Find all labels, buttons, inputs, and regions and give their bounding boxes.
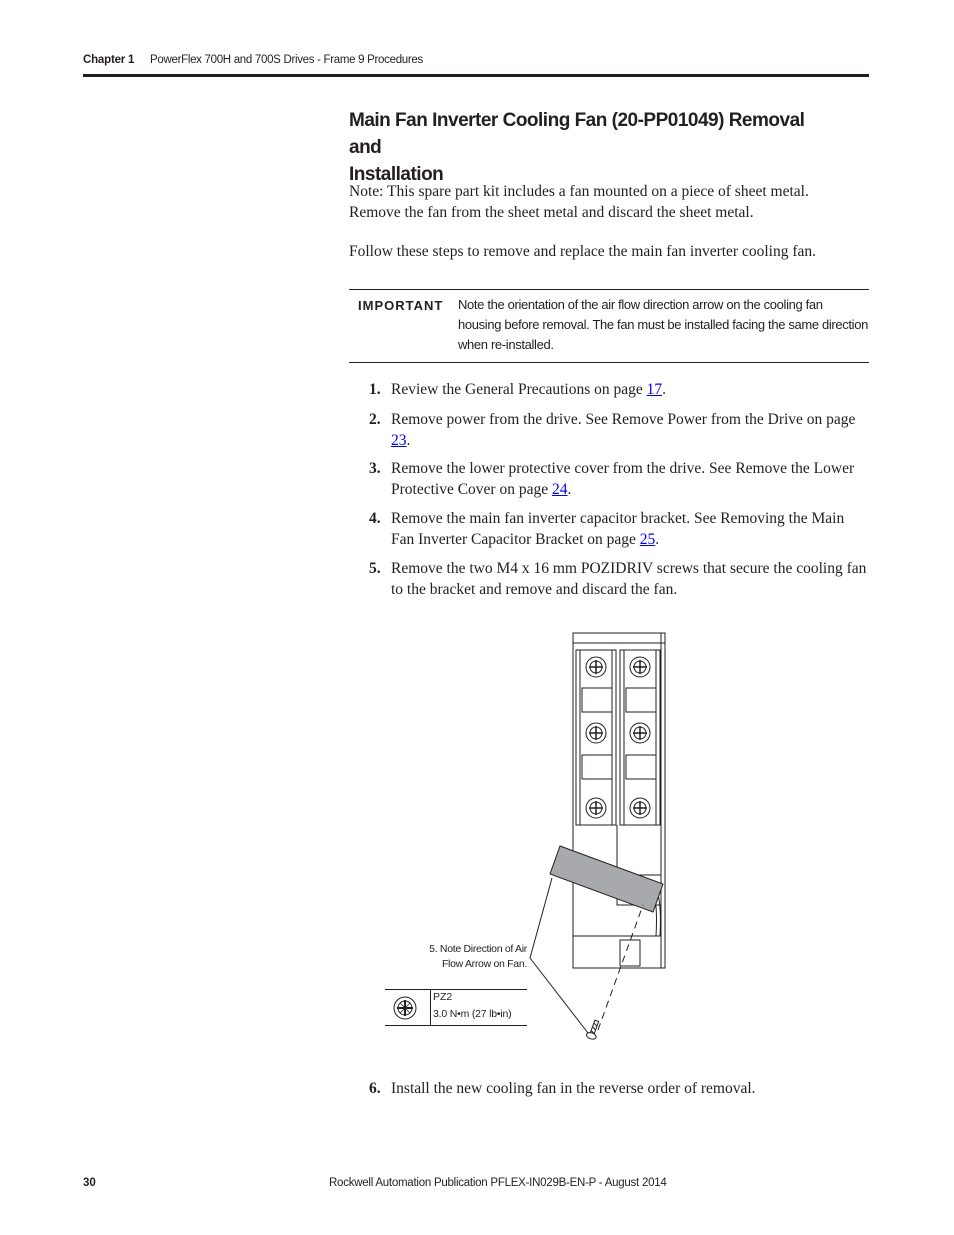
screw-icon [630, 723, 650, 743]
chapter-label: Chapter 1 [83, 54, 135, 66]
step-3 [369, 459, 869, 500]
torque-table-top-rule [385, 989, 527, 990]
step-number: 4. [369, 510, 381, 527]
step-6 [369, 1079, 869, 1100]
page-link[interactable]: 23 [391, 431, 407, 449]
fan-removal-illustration [380, 625, 680, 1055]
torque-table-divider [430, 990, 431, 1025]
torque-tool-label: PZ2 [433, 991, 453, 1003]
page-link[interactable]: 25 [639, 530, 656, 548]
section-heading-line1: Main Fan Inverter Cooling Fan (20-PP01049) Removal and [349, 110, 805, 158]
important-text: Note the orientation of the air flow direction arrow on the cooling fan housing before removal. The fan must be installed facing the same direction when re-installed. [458, 297, 868, 352]
torque-table-bottom-rule [385, 1025, 527, 1026]
note-paragraph: Note: This spare part kit includes a fan mounted on a piece of sheet metal. Remove the fan from the sheet metal and discard the sheet metal. [349, 183, 809, 221]
step-number: 5. [369, 560, 381, 577]
important-top-rule [349, 289, 869, 290]
page-link[interactable]: 24 [551, 480, 568, 498]
publication-footer: Rockwell Automation Publication PFLEX-IN029B-EN-P - August 2014 [329, 1177, 667, 1189]
section-heading-line2: Installation [349, 164, 444, 185]
figure-callout [405, 942, 527, 972]
step-4 [369, 509, 869, 550]
step-punct: . [567, 480, 572, 498]
important-bottom-rule [349, 362, 869, 363]
step-5 [369, 559, 869, 600]
step-punct: . [662, 381, 667, 398]
screw-icon [586, 1019, 602, 1040]
running-header-title: PowerFlex 700H and 700S Drives - Frame 9 Procedures [150, 54, 423, 66]
step-number: 2. [369, 411, 381, 428]
callout-line2: Flow Arrow on Fan. [441, 958, 527, 970]
intro-paragraph: Follow these steps to remove and replace the main fan inverter cooling fan. [349, 243, 816, 260]
page-link[interactable]: 17 [646, 381, 663, 398]
step-number: 6. [369, 1080, 381, 1097]
step-number: 3. [369, 460, 381, 477]
screw-icon [586, 657, 606, 677]
screw-icon [630, 657, 650, 677]
step-text: Install the new cooling fan in the reverse order of removal. [391, 1080, 756, 1097]
step-text: Review the General Precautions on page [391, 381, 647, 398]
callout-line1: 5. Note Direction of Air [429, 943, 527, 955]
screw-icon [630, 798, 650, 818]
step-1 [369, 380, 869, 401]
important-label: IMPORTANT [358, 298, 444, 313]
step-text: Remove the two M4 x 16 mm POZIDRIV screws that secure the cooling fan to the bracket and remove and discard the fan. [391, 560, 867, 598]
step-text: Remove power from the drive. See Remove Power from the Drive on page [391, 411, 856, 428]
torque-value: 3.0 N•m (27 lb•in) [433, 1008, 512, 1020]
screw-icon [586, 798, 606, 818]
step-text: Remove the main fan inverter capacitor bracket. See Removing the Main Fan Inverter Capacitor Bracket on page [391, 510, 845, 548]
step-number: 1. [369, 381, 381, 398]
screw-icon [586, 723, 606, 743]
section-heading [349, 107, 819, 188]
step-text: Remove the lower protective cover from the drive. See Remove the Lower Protective Cover on page [391, 460, 855, 498]
page-number: 30 [83, 1177, 96, 1189]
step-punct: . [406, 431, 411, 449]
header-rule [83, 74, 869, 77]
step-punct: . [655, 530, 660, 548]
pozidriv-bit-icon [391, 995, 419, 1021]
step-2 [369, 410, 869, 451]
